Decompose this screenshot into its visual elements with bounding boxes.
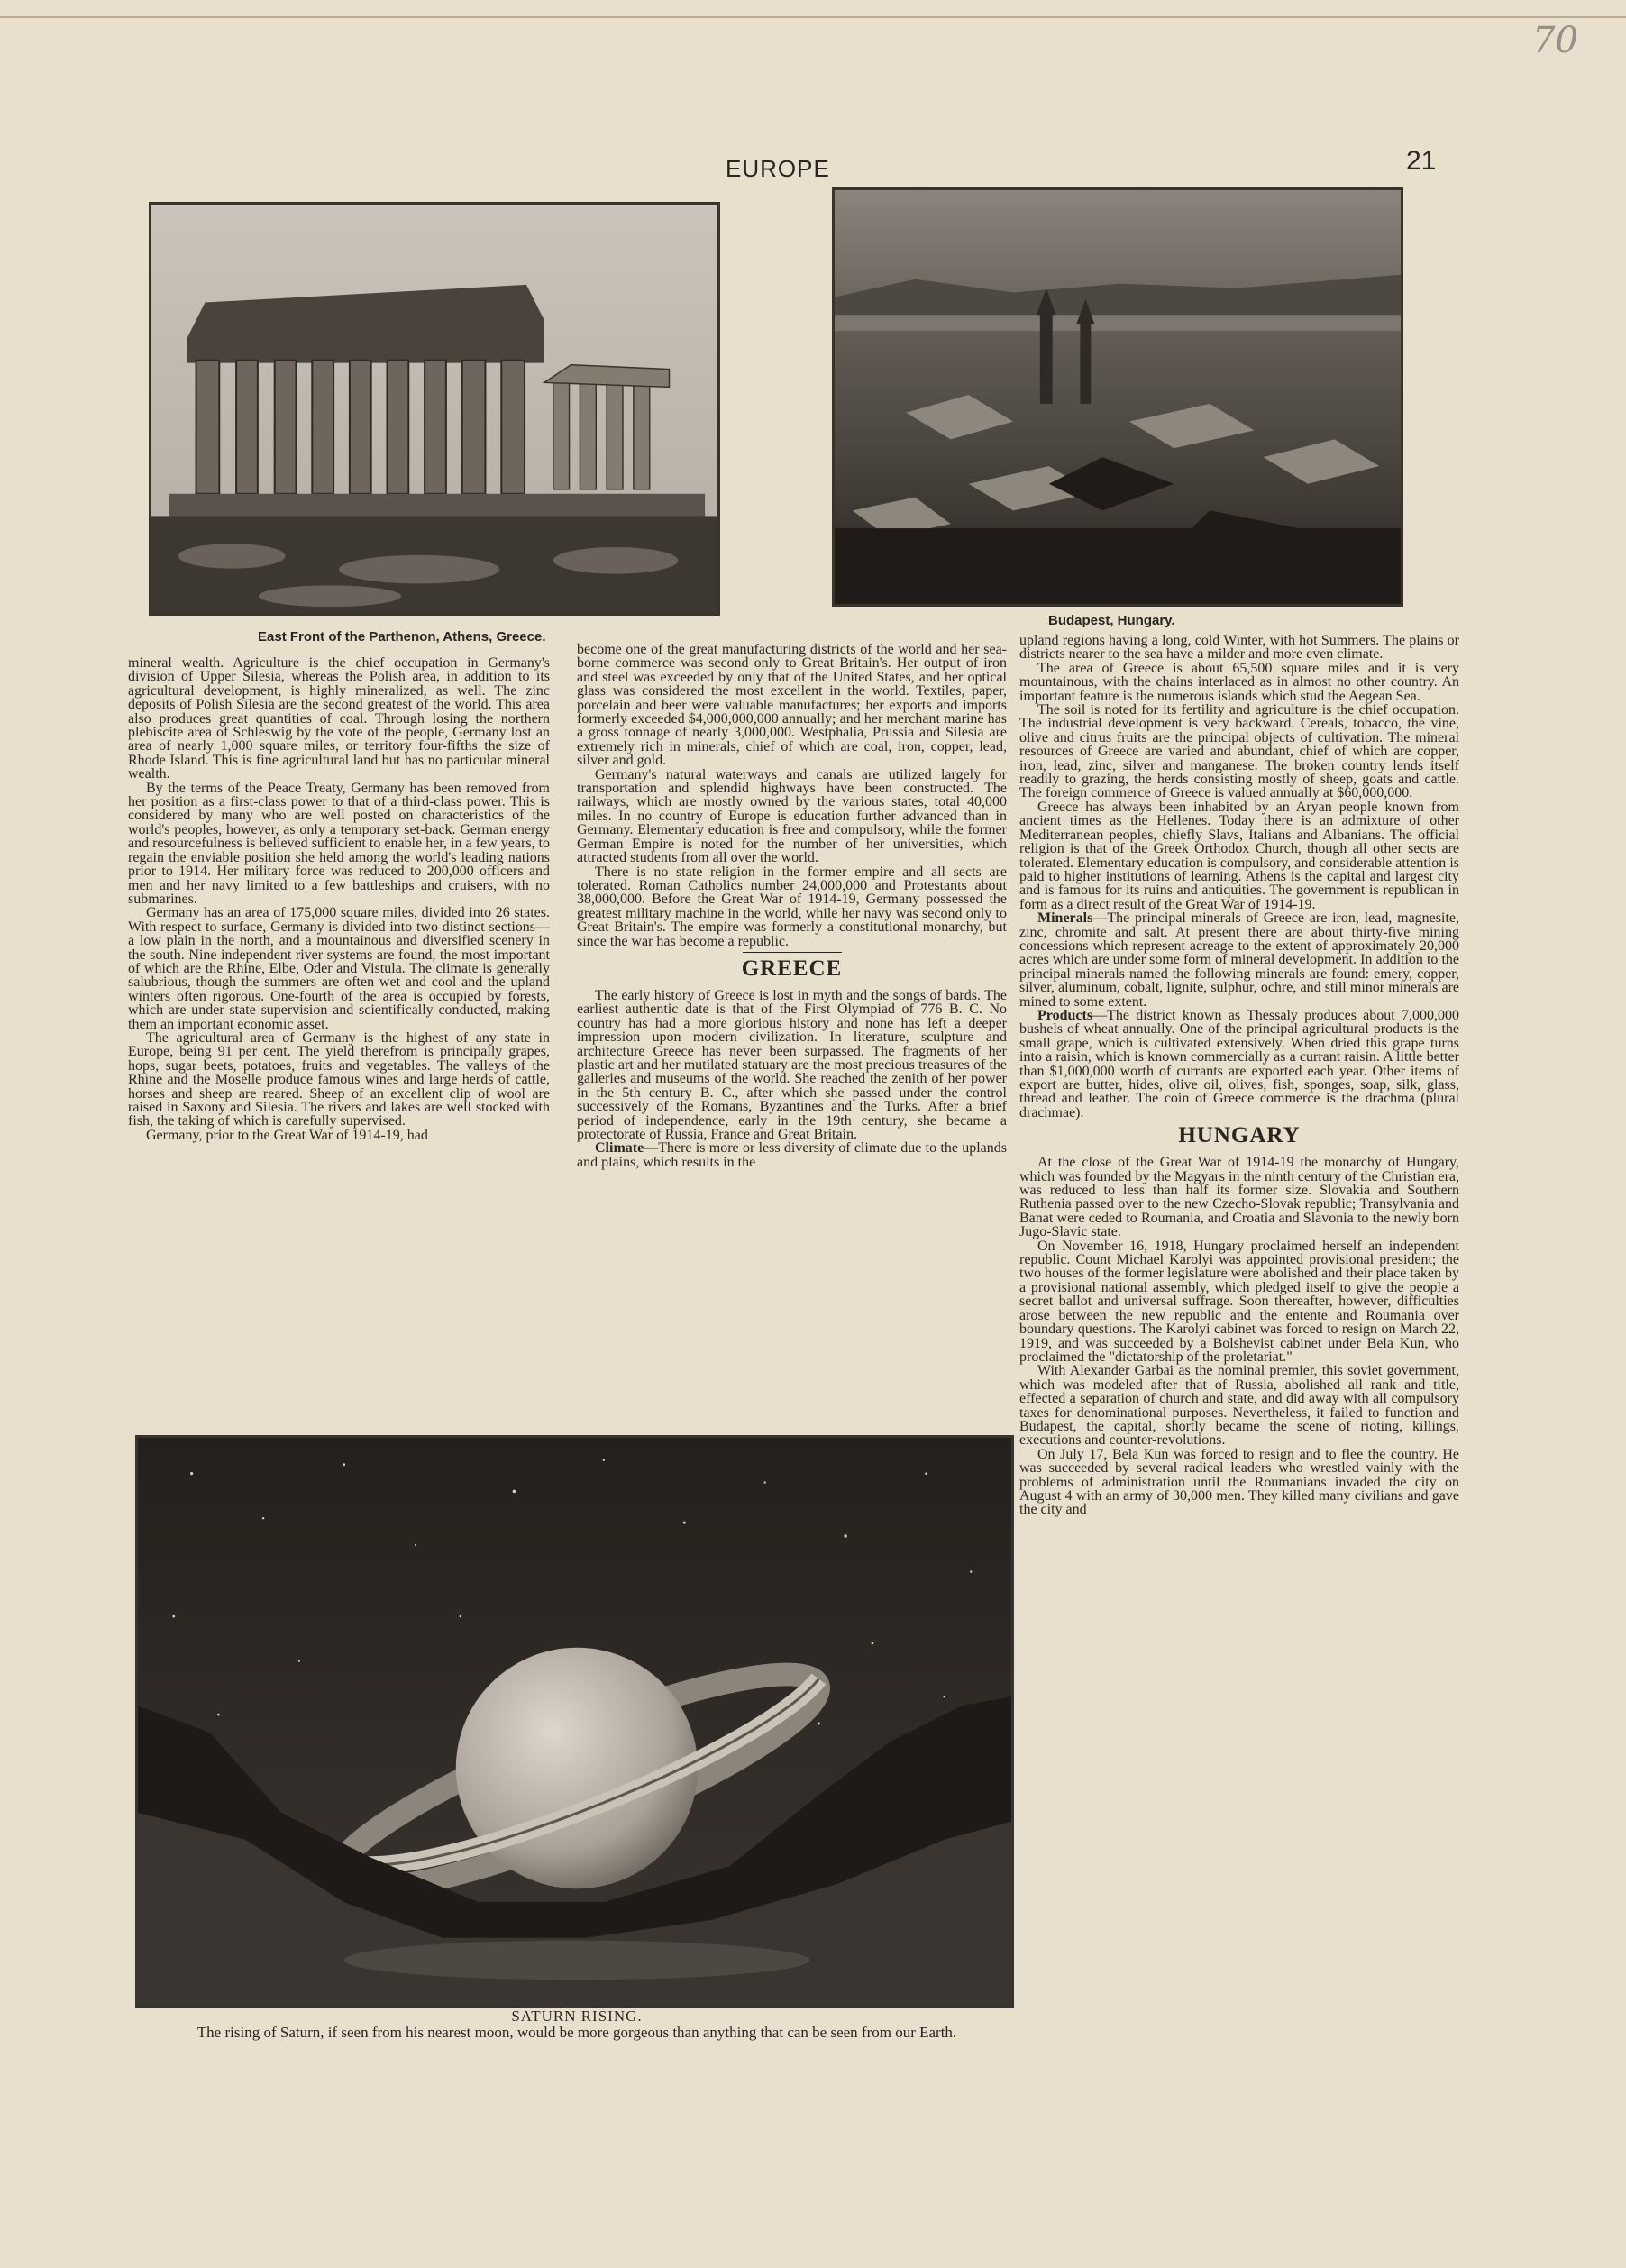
page-number: 21 — [1406, 146, 1437, 176]
paragraph: become one of the great manufacturing districts of the world and her sea-borne commerce was second only to Great Britain's. Her output of iron and steel was exceeded by only that of the United States, and her optical glass was considered the most excellent in the world. Textiles, paper, porcelain and beer were valuable manufactures; her exports and imports formerly exceeded $4,000,000,000 annually; and her merchant marine has a gross tonnage of nearly 3,000,000. Westphalia, Prussia and Silesia are extremely rich in minerals, chief of which are coal, iron, copper, lead, silver and gold. — [577, 643, 1007, 769]
column-3 — [1019, 634, 1459, 2202]
budapest-illustration — [835, 190, 1401, 604]
paragraph: Germany's natural waterways and canals are utilized largely for transportation and splendid highways have been constructed. The railways, which are mostly owned by the various states, total 40,000 miles. In no country of Europe is education further advanced than in Germany. Elementary education is free and compulsory, while the former German Empire is noted for the number of her universities, which attracted students from all over the world. — [577, 766, 1007, 866]
paragraph: On November 16, 1918, Hungary proclaimed herself an independent republic. Count Michael Karolyi was appointed provisional president; the two houses of the former legislature were abolished and their place taken by a provisional national assembly, which pledged itself to give the people a secret ballot and universal suffrage. Soon thereafter, however, difficulties arose between the new republic and the entente and Roumania over boundary questions. The Karolyi cabinet was forced to resign on March 22, 1919, and was succeeded by a Bolshevist cabinet under Bela Kun, who proclaimed the "dictatorship of the proletariat." — [1019, 1238, 1459, 1365]
parthenon-photo — [149, 202, 720, 616]
budapest-photo — [832, 187, 1403, 607]
paragraph: mineral wealth. Agriculture is the chief occupation in Germany's division of Upper Silesia, whereas the Polish area, in addition to its agricultural development, is highly mineralized, as well. The zinc deposits of Polish Silesia are the second greatest of the world. This area also produces great quantities of coal. Through losing the northern plebiscite area of Schleswig by the vote of the people, Germany lost an area of nearly 1,000 square miles, or territory four-fifths the size of Rhode Island. This is fine agricultural land but has no particular mineral wealth. — [128, 656, 550, 782]
run-in-heading: Minerals — [1037, 910, 1093, 927]
paragraph: upland regions having a long, cold Winter, with hot Summers. The plains or districts nearer to the sea have a milder and more even climate. — [1019, 634, 1459, 663]
handwritten-page-number: 70 — [1532, 20, 1578, 61]
paragraph-text: —There is more or less diversity of climate due to the uplands and plains, which results in the — [577, 1140, 1007, 1170]
paragraph: Germany, prior to the Great War of 1914-19, had — [146, 1127, 428, 1143]
saturn-drawing — [138, 1438, 1011, 2006]
paragraph: The soil is noted for its fertility and agriculture is the chief occupation. The industrial development is very backward. Cereals, tobacco, the vine, olive and citrus fruits are the principal objects of cultivation. The mineral resources of Greece are varied and abundant, chief of which are copper, iron, lead, zinc, silver and manganese. The broken country lends itself readily to grazing, the herds consisting mostly of sheep, goats and cattle. The foreign commerce of Greece is valued annually at $60,000,000. — [1019, 702, 1459, 801]
saturn-illustration — [135, 1435, 1014, 2008]
saturn-title: SATURN RISING. — [511, 2007, 643, 2025]
paragraph: The area of Greece is about 65,500 square miles and it is very mountainous, with the chains interlaced as in almost no other country. An important feature is the numerous islands which stud the Aegean Sea. — [1019, 660, 1459, 704]
section-rule — [743, 952, 842, 953]
paragraph — [1019, 1009, 1459, 1120]
run-in-heading: Products — [1037, 1007, 1093, 1023]
paragraph: With Alexander Garbai as the nominal premier, this soviet government, which was modeled after that of Russia, abolished all rank and title, effected a separation of church and state, and did away with all compulsory taxes for denominational purposes. Nevertheless, it failed to function and Budapest, the capital, shortly became the scene of rioting, killings, executions and counter-revolutions. — [1019, 1363, 1459, 1449]
paragraph — [577, 1141, 1007, 1169]
paragraph-text: —The principal minerals of Greece are iron, lead, magnesite, zinc, chromite and salt. At present there are about thirty-five mining concessions which represent acreage to the extent of approximately 20,000 acres which are under some form of mineral development. In addition to the principal minerals named the following minerals are found: emery, copper, silver, aluminum, cobalt, lignite, sulphur, ochre, and still minor minerals are mined to some extent. — [1019, 910, 1459, 1010]
paragraph: By the terms of the Peace Treaty, Germany has been removed from her position as a first-class power to that of a third-class power. This is considered by many who are well posted on characteristics of the world's peoples, however, as only a temporary set-back. German energy and resourcefulness is believed sufficient to enable her, in a few years, to regain the enviable position she held among the world's leading nations prior to 1914. Her military force was reduced to 200,000 officers and men and her navy limited to a few battleships and cruisers, with no submarines. — [128, 780, 550, 907]
column-2 — [577, 643, 1007, 1431]
paragraph: There is no state religion in the former empire and all sects are tolerated. Roman Catholics number 24,000,000 and Protestants about 38,000,000. Before the Great War of 1914-19, Germany possessed the greatest military machine in the world, while her navy was second only to Great Britain's. The empire was formerly a constitutional monarchy, but since the war has become a republic. — [577, 864, 1007, 949]
section-heading-greece: GREECE — [741, 956, 843, 981]
parthenon-illustration — [151, 205, 717, 613]
paragraph — [1019, 911, 1459, 1009]
column-1 — [128, 656, 550, 1431]
paragraph: At the close of the Great War of 1914-19 the monarchy of Hungary, which was founded by the Magyars in the ninth century of the Christian era, was reduced to less than half its former size. Slovakia and Southern Ruthenia passed over to the new Czecho-Slovak republic; Transylvania and Banat were ceded to Roumania, and Croatia and Slavonia to the newly born Jugo-Slavic state. — [1019, 1155, 1459, 1240]
paragraph: Greece has always been inhabited by an Aryan people known from ancient times as the Hellenes. Today there is an admixture of other Mediterranean peoples, chiefly Slavs, Italians and Albanians. The official religion is that of the Greek Orthodox Church, though all other sects are tolerated. Elementary education is compulsory, and considerable attention is paid to higher institutions of learning. Athens is the capital and largest city and is famous for its ruins and antiquities. The government is republican in form as a direct result of the Great War of 1914-19. — [1019, 799, 1459, 912]
budapest-caption: Budapest, Hungary. — [1048, 613, 1175, 628]
paragraph: Germany has an area of 175,000 square miles, divided into 26 states. With respect to surface, Germany is divided into two distinct sections—a low plain in the north, and a mountainous and diversified scenery in the south. Nine independent river systems are found, the most important of which are the Rhine, Elbe, Oder and Vistula. The climate is generally salubrious, though the summers are often wet and cool and the upland winters often rigorous. One-fourth of the area is occupied by forests, which are under state supervision and scientifically conducted, making them an important economic asset. — [128, 905, 550, 1032]
page-top-edge — [0, 16, 1626, 18]
paragraph-text: —The district known as Thessaly produces about 7,000,000 bushels of wheat annually. One of the principal agricultural products is the small grape, which is cultivated extensively. When dried this grape turns into a raisin, which is known commercially as a currant raisin. A little better than $1,000,000 worth of currants are exported each year. Other items of export are butter, hides, olive oil, olives, fish, sponges, soap, silk, glass, thread and leather. The coin of Greece commerce is the drachma (plural drachmae). — [1019, 1007, 1459, 1120]
running-head: EUROPE — [726, 155, 830, 182]
paragraph: The early history of Greece is lost in myth and the songs of bards. The earliest authentic date is that of the First Olympiad of 776 B. C. No country has had a more glorious history and none has left a deeper impression upon modern civilization. In literature, sculpture and architecture Greece has never been surpassed. The fragments of her plastic art and her mutilated statuary are the most precious treasures of the galleries and museums of the world. She reached the zenith of her power in the 5th century B. C., after which she passed under the control successively of the Romans, Byzantines and the Turks. After a brief period of independence, early in the 19th century, she became a protectorate of Russia, France and Great Britain. — [577, 987, 1007, 1142]
paragraph: On July 17, Bela Kun was forced to resign and to flee the country. He was succeeded by several radical leaders who wrestled vainly with the problems of administration until the Roumanians invaded the city on August 4 with an army of 30,000 men. They killed many civilians and gave the city and — [1019, 1446, 1459, 1518]
saturn-caption-block — [135, 2008, 1019, 2041]
saturn-caption: The rising of Saturn, if seen from his nearest moon, would be more gorgeous than anything that can be seen from our Earth. — [196, 2024, 957, 2041]
section-heading-hungary: HUNGARY — [1178, 1123, 1301, 1148]
run-in-heading: Climate — [595, 1140, 644, 1157]
parthenon-caption: East Front of the Parthenon, Athens, Greece. — [258, 629, 546, 645]
paragraph: The agricultural area of Germany is the highest of any state in Europe, being 91 per cent. The yield therefrom is principally grapes, hops, sugar beets, potatoes, fruits and vegetables. The valleys of the Rhine and the Moselle produce famous wines and large herds of cattle, horses and sheep are reared. Sheep of an excellent clip of wool are raised in Saxony and Silesia. The rivers and lakes are well stocked with fish, the taking of which is carefully supervised. — [128, 1029, 550, 1129]
